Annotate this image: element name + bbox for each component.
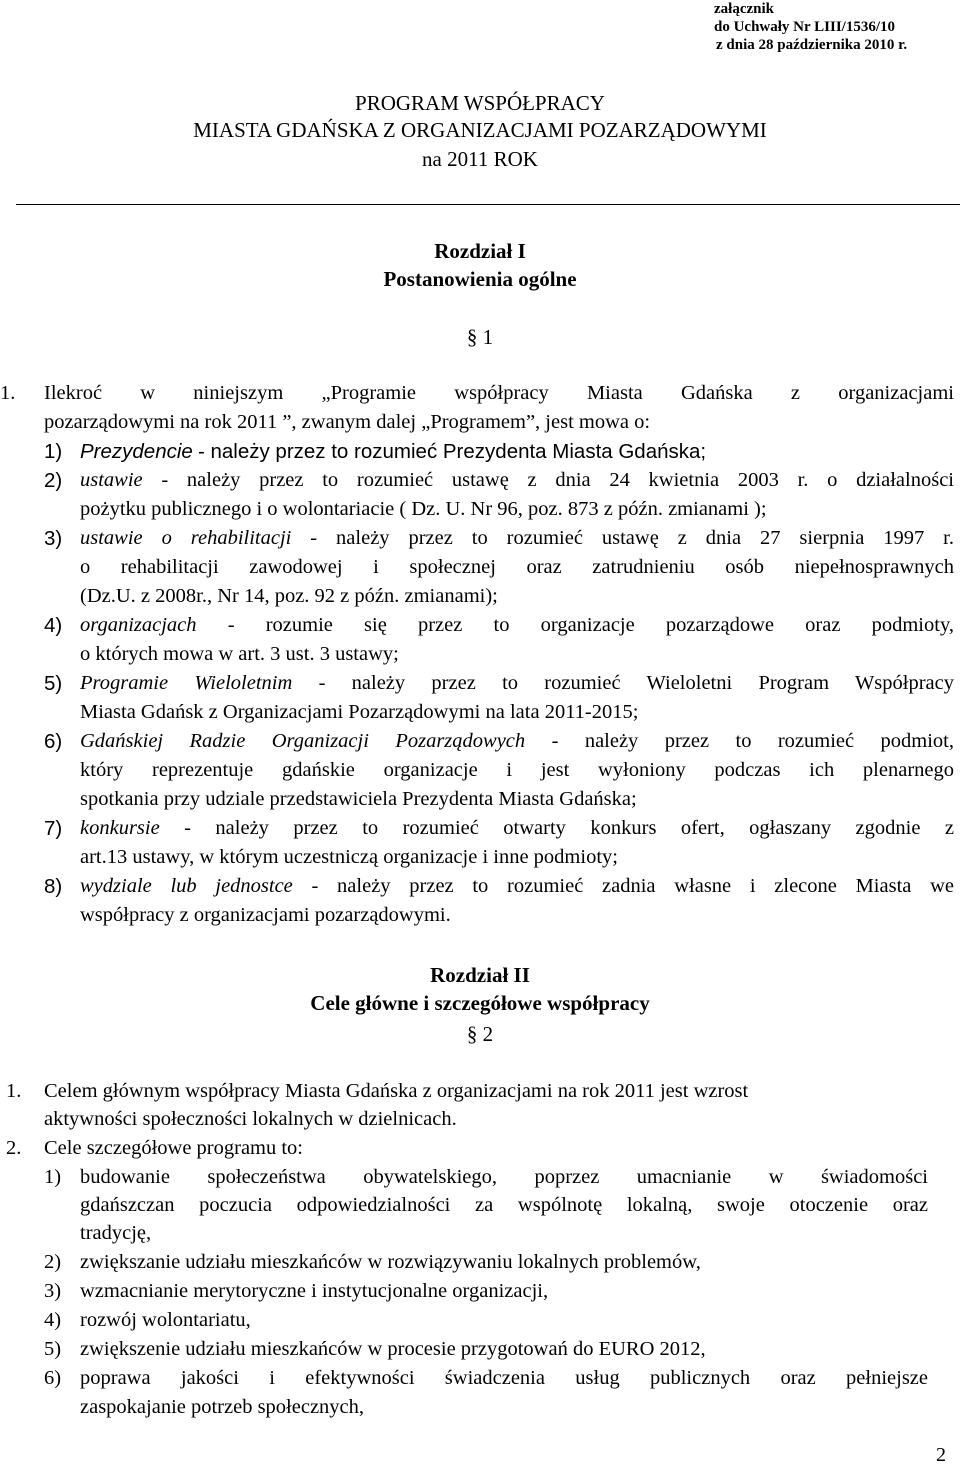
goal-line: wzmacnianie merytoryczne i instytucjonalne organizacji, xyxy=(80,1280,549,1302)
definition-term: konkursie xyxy=(80,817,160,839)
definition-line xyxy=(80,526,954,551)
goal-number: 6) xyxy=(44,1367,62,1389)
definition-text: - należy przez to rozumieć ustawę z dnia 27 sierpnia 1997 r. xyxy=(310,527,955,549)
specific-goals-number: 2. xyxy=(6,1137,22,1159)
chapter-1-subheading: Postanowienia ogólne xyxy=(383,267,577,291)
definition-number: 8) xyxy=(44,875,63,898)
definition-text: współpracy z organizacjami pozarządowymi. xyxy=(80,904,451,926)
definition-text: - należy przez to rozumieć otwarty konkurs ofert, ogłaszany zgodnie z xyxy=(184,817,954,839)
definition-text: - rozumie się przez to organizacje pozarządowe oraz podmioty, xyxy=(227,614,954,636)
definition-line xyxy=(80,584,498,609)
definition-text: - należy przez to rozumieć podmiot, xyxy=(551,730,954,752)
definition-term: Prezydencie xyxy=(80,440,193,463)
definition-line xyxy=(80,758,954,783)
chapter-1-paragraph-mark: § 1 xyxy=(466,325,494,349)
definition-text: - należy przez to rozumieć ustawę z dnia 24 kwietnia 2003 r. o działalności xyxy=(161,469,954,491)
title-divider xyxy=(16,204,960,205)
definition-term: ustawie xyxy=(80,469,143,491)
resolution-number: do Uchwały Nr LIII/1536/10 xyxy=(714,19,895,35)
definition-line xyxy=(80,903,451,928)
definition-term: ustawie o rehabilitacji xyxy=(80,527,292,549)
goal-number: 2) xyxy=(44,1251,62,1273)
chapter-2-paragraph-mark: § 2 xyxy=(466,1022,494,1046)
definition-text: o rehabilitacji zawodowej i społecznej oraz zatrudnieniu osób niepełnosprawnych xyxy=(80,556,954,578)
goal-main-line-2: aktywności społeczności lokalnych w dzielnicach. xyxy=(44,1108,457,1130)
definition-number: 7) xyxy=(44,817,63,840)
definition-text: - należy przez to rozumieć Prezydenta Miasta Gdańska; xyxy=(197,440,707,463)
definition-text: który reprezentuje gdańskie organizacje i jest wyłoniony podczas ich plenarnego xyxy=(80,759,954,781)
goal-line: poprawa jakości i efektywności świadczenia usług publicznych oraz pełniejsze xyxy=(80,1367,928,1389)
title-line-1: PROGRAM WSPÓŁPRACY xyxy=(355,91,605,115)
definition-text: art.13 ustawy, w którym uczestniczą organizacje i inne podmioty; xyxy=(80,846,618,868)
definition-number: 6) xyxy=(44,730,63,753)
definition-term: organizacjach xyxy=(80,614,197,636)
definition-number: 3) xyxy=(44,527,63,550)
definition-term: Gdańskiej Radzie Organizacji Pozarządowych xyxy=(80,730,526,752)
definition-text: Miasta Gdańsk z Organizacjami Pozarządowymi na lata 2011-2015; xyxy=(80,701,639,723)
page-number: 2 xyxy=(936,1444,946,1466)
definition-line xyxy=(80,787,637,812)
definition-text: spotkania przy udziale przedstawiciela Prezydenta Miasta Gdańska; xyxy=(80,788,637,810)
definition-number: 5) xyxy=(44,672,63,695)
goal-number: 3) xyxy=(44,1280,62,1302)
intro-line-1: Ilekroć w niniejszym „Programie współpracy Miasta Gdańska z organizacjami xyxy=(44,382,954,404)
definition-term: Programie Wieloletnim xyxy=(80,672,293,694)
definition-line xyxy=(80,671,954,696)
title-line-3: na 2011 ROK xyxy=(422,147,538,171)
goal-line: zaspokajanie potrzeb społecznych, xyxy=(80,1396,365,1418)
definition-line xyxy=(80,468,954,493)
definition-line xyxy=(80,439,706,465)
chapter-1-heading: Rozdział I xyxy=(434,239,526,263)
goal-number: 5) xyxy=(44,1338,62,1360)
definition-text: - należy przez to rozumieć Wieloletni Program Współpracy xyxy=(318,672,955,694)
definition-line xyxy=(80,642,399,667)
definition-text: pożytku publicznego i o wolontariacie ( Dz. U. Nr 96, poz. 873 z późn. zmianami ); xyxy=(80,498,767,520)
definition-line xyxy=(80,497,767,522)
specific-goals-intro: Cele szczegółowe programu to: xyxy=(44,1137,304,1159)
definition-text: o których mowa w art. 3 ust. 3 ustawy; xyxy=(80,643,399,665)
title-line-2: MIASTA GDAŃSKA Z ORGANIZACJAMI POZARZĄDOWYMI xyxy=(193,118,767,142)
resolution-date: z dnia 28 października 2010 r. xyxy=(716,37,908,53)
goal-number: 1) xyxy=(44,1166,62,1188)
definition-line xyxy=(80,729,954,754)
chapter-2-subheading: Cele główne i szczegółowe współpracy xyxy=(310,991,650,1015)
chapter-2-heading: Rozdział II xyxy=(430,963,530,987)
definition-term: wydziale lub jednostce xyxy=(80,875,293,897)
definition-line xyxy=(80,816,954,841)
definition-number: 2) xyxy=(44,469,63,492)
goal-line: budowanie społeczeństwa obywatelskiego, poprzez umacnianie w świadomości xyxy=(80,1166,928,1188)
goal-line: rozwój wolontariatu, xyxy=(80,1309,251,1331)
definition-text: (Dz.U. z 2008r., Nr 14, poz. 92 z późn. zmianami); xyxy=(80,585,498,607)
intro-number: 1. xyxy=(0,382,16,404)
goal-main-number: 1. xyxy=(6,1080,22,1102)
definition-line xyxy=(80,874,954,899)
definition-line xyxy=(80,555,954,580)
goal-number: 4) xyxy=(44,1309,62,1331)
goal-main-line-1: Celem głównym współpracy Miasta Gdańska z organizacjami na rok 2011 jest wzrost xyxy=(44,1080,749,1102)
goal-line: tradycję, xyxy=(80,1222,152,1244)
definition-line xyxy=(80,613,954,638)
goal-line: zwiększenie udziału mieszkańców w procesie przygotowań do EURO 2012, xyxy=(80,1338,706,1360)
definition-number: 1) xyxy=(44,440,63,463)
definition-line xyxy=(80,700,638,725)
definition-text: - należy przez to rozumieć zadnia własne i zlecone Miasta we xyxy=(311,875,954,897)
definition-number: 4) xyxy=(44,614,63,637)
attachment-label: załącznik xyxy=(714,1,774,17)
goal-line: gdańszczan poczucia odpowiedzialności za wspólnotę lokalną, swoje otoczenie oraz xyxy=(80,1194,928,1216)
goal-line: zwiększanie udziału mieszkańców w rozwiązywaniu lokalnych problemów, xyxy=(80,1251,701,1273)
intro-line-2: pozarządowymi na rok 2011 ”, zwanym dalej „Programem”, jest mowa o: xyxy=(44,411,651,433)
definition-line xyxy=(80,845,618,870)
